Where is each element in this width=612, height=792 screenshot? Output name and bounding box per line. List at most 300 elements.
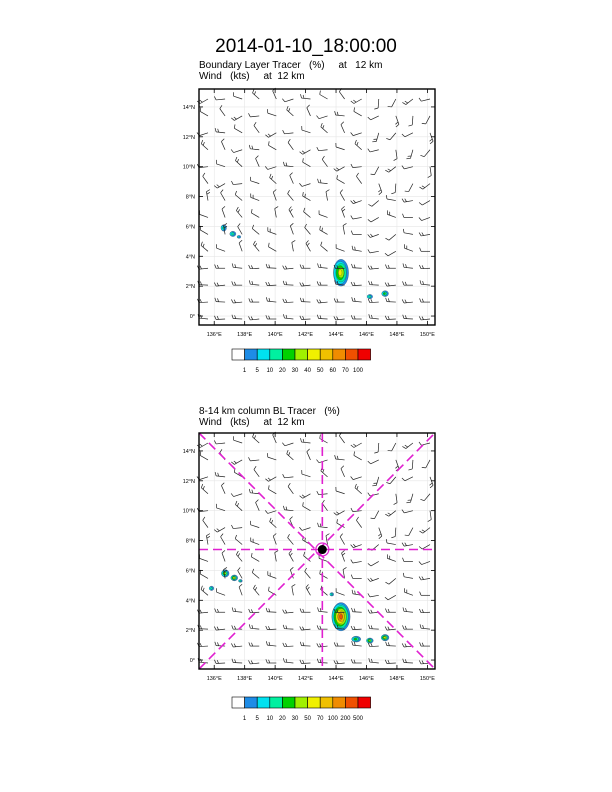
wind-barb [334,167,345,172]
wind-barb-feather [266,641,267,645]
wind-barb-feather [300,316,302,320]
wind-barb-feather [357,486,358,489]
wind-barb-feather [385,660,387,664]
wind-barb-feather [403,573,404,577]
wind-barb-shaft [376,133,378,142]
wind-barb-feather [371,315,372,318]
wind-barb [206,534,209,545]
wind-barb-feather [253,433,254,437]
tracer-contour-level [237,236,239,238]
wind-barb-feather [405,199,407,202]
wind-barb-feather [422,299,423,302]
wind-barb-feather [405,191,409,192]
wind-barb-feather [232,625,233,629]
wind-barb-feather [214,316,216,320]
wind-barb-shaft [233,184,242,185]
wind-barb-shaft [288,142,293,149]
wind-barb-shaft [217,508,226,511]
axes [183,89,436,338]
wind-barb [320,570,328,578]
wind-barb-feather [351,575,352,579]
wind-barb-feather [402,478,405,481]
wind-barb-feather [201,315,202,318]
wind-barb-shaft [251,181,260,184]
wind-barb-shaft [422,561,430,564]
wind-barb-shaft [236,211,242,218]
wind-barb [289,551,294,562]
wind-barb [403,281,413,285]
x-tick-label: 140°E [267,676,283,682]
wind-barb [214,184,225,189]
wind-barb-feather [337,317,339,320]
wind-barb-feather [300,627,302,631]
wind-barb [290,223,293,234]
wind-barb-feather [217,529,220,531]
wind-barb-feather [251,661,253,664]
wind-barb-feather [351,282,353,286]
colorbar-box [232,349,245,360]
wind-barb-feather [289,108,290,111]
wind-barb-feather [248,316,250,320]
wind-barb-feather [215,264,216,268]
wind-barb-shaft [234,494,243,497]
wind-barb [250,521,259,528]
wind-barb [300,264,310,268]
wind-barb-feather [317,147,319,151]
wind-barb-shaft [250,628,259,629]
wind-barb-feather [386,642,387,646]
wind-barb-feather [285,610,287,613]
wind-barb-shaft [422,217,430,220]
wind-barb-feather [403,558,404,562]
wind-barb-shaft [412,460,413,469]
wind-barb-feather [302,283,304,286]
wind-barb-shaft [201,488,208,494]
wind-barb [221,534,226,545]
x-tick-label: 136°E [206,332,222,338]
y-tick-label: 14°N [182,104,195,111]
wind-barb-feather [394,503,398,505]
wind-barb [273,189,276,200]
tracer-contour-level [233,577,235,579]
wind-barb-feather [388,513,391,515]
wind-barb-feather [300,608,301,612]
wind-barb [214,440,225,444]
wind-barb-shaft [353,561,362,563]
wind-barb-shaft [235,161,242,167]
colorbar-label: 50 [316,368,324,374]
wind-barb-feather [231,462,234,465]
wind-barb-shaft [251,197,259,200]
wind-barb [386,298,396,302]
wind-barb [283,281,293,285]
wind-barb-feather [303,265,304,268]
wind-barb [419,98,430,101]
wind-barb-shaft [217,164,226,167]
wind-barb [372,133,378,142]
wind-barb-feather [369,625,370,629]
wind-barb [352,246,362,251]
wind-barb [368,643,379,647]
wind-barb [404,244,413,251]
wind-barb-feather [320,282,321,285]
wind-barb-shaft [233,267,242,268]
wind-barb-shaft [222,209,225,217]
wind-barb-feather [419,577,421,580]
wind-barb-shaft [371,217,379,222]
wind-barb-feather [355,247,356,250]
wind-barb-feather [419,316,421,320]
wind-barb-feather [430,139,433,141]
wind-barb-shaft [236,555,242,562]
x-tick-label: 142°E [298,332,314,338]
wind-barb-shaft [320,439,328,444]
wind-barb-feather [378,534,381,536]
wind-barb [343,223,346,234]
wind-barb-shaft [370,268,379,269]
wind-barb-feather [386,482,390,483]
y-tick-label: 6°N [185,224,195,231]
x-tick-label: 146°E [358,676,375,682]
wind-barb [214,528,225,533]
wind-barb-feather [385,514,388,516]
wind-barb-shaft [421,578,430,580]
wind-barb-shaft [404,577,413,579]
wind-barb-shaft [354,455,362,460]
wind-barb-feather [318,179,319,183]
wind-barb-feather [249,489,250,493]
wind-barb-feather [419,98,421,101]
wind-barb-feather [337,661,339,664]
wind-barb [351,99,362,104]
wind-barb-feather [307,449,310,452]
wind-barb [235,501,242,511]
wind-barb-feather [322,500,324,503]
wind-barbs [197,88,433,320]
wind-barb-shaft [201,590,208,596]
wind-barb-feather [269,243,270,247]
wind-barb-feather [200,444,203,446]
wind-barb [385,578,395,584]
wind-barb-feather [253,241,255,244]
wind-barb-feather [405,101,408,103]
wind-barb-feather [252,625,253,628]
wind-barb [403,229,413,234]
wind-barb-feather [419,187,422,189]
wind-barb-feather [307,587,309,590]
wind-barb [369,281,379,285]
wind-barb-shaft [302,442,311,443]
wind-barb-feather [385,608,386,612]
wind-barb-feather [355,484,356,488]
wind-barb-feather [306,584,309,587]
wind-barb-feather [290,553,292,556]
wind-barb-shaft [321,246,328,252]
wind-barb-shaft [404,201,413,203]
wind-barb [336,487,345,494]
wind-barb [300,150,311,155]
wind-barb-feather [342,553,345,555]
wind-barb [283,130,294,134]
wind-barb-shaft [273,435,277,443]
wind-barb-shaft [284,318,293,319]
wind-barb [317,299,328,303]
wind-barb-feather [369,314,370,318]
wind-barb-feather [388,660,389,663]
wind-barb-feather [316,116,319,119]
wind-barb-shaft [256,158,260,166]
wind-barb-shaft [322,159,327,166]
wind-barb-feather [371,518,375,519]
wind-barb-shaft [404,248,412,251]
wind-barb-shaft [302,184,311,187]
wind-barb-feather [203,244,204,247]
wind-barb-shaft [221,142,225,150]
wind-barb-feather [388,283,390,286]
wind-barb [251,209,259,217]
wind-barb-shaft [307,108,311,116]
wind-barb-feather [200,107,201,111]
wind-barb-shaft [234,128,242,133]
wind-barb-feather [215,642,216,646]
wind-barb [402,199,413,202]
wind-barb-shaft [319,558,327,561]
wind-barb-shaft [370,662,379,663]
wind-barb-feather [222,206,225,209]
wind-barb [385,283,396,287]
wind-barb-feather [207,192,210,194]
wind-barb-shaft [217,248,225,251]
wind-barb [214,627,225,631]
wind-barb-feather [428,176,432,178]
wind-barb [318,263,328,268]
wind-barb [368,201,378,207]
wind-barb-feather [422,186,425,188]
wind-barb-feather [351,133,354,136]
wind-barb-feather [251,299,252,302]
wind-barb [394,150,398,161]
wind-barb [307,449,311,460]
wind-barb-feather [234,626,235,629]
wind-barb-shaft [216,476,225,477]
wind-barb-shaft [336,147,345,150]
wind-barb-shaft [320,230,328,235]
wind-barb-feather [304,552,305,556]
wind-barb-feather [337,175,338,179]
wind-barb-feather [251,317,253,320]
wind-barb-shaft [216,443,225,444]
wind-barb-shaft [355,488,362,494]
wind-barb-shaft [288,538,294,545]
wind-barb-shaft [200,455,208,460]
wind-barb-feather [288,534,290,537]
wind-barb-shaft [284,268,293,269]
wind-barb [283,474,294,478]
wind-barb [422,116,430,124]
wind-barb [234,124,242,132]
wind-barb-feather [385,316,387,320]
wind-barb-feather [357,142,358,145]
wind-barb-feather [386,195,387,199]
wind-barb [385,316,396,320]
wind-barb-shaft [410,150,412,159]
wind-barb-shaft [421,319,430,320]
wind-barb-shaft [430,511,431,520]
wind-barb [231,643,242,647]
wind-barb [200,107,208,115]
wind-barb-feather [385,253,388,256]
wind-barb [248,316,259,320]
wind-barb [385,595,396,600]
wind-barb-feather [385,283,387,287]
wind-barb [419,561,430,564]
wind-barb [386,195,396,200]
wind-barb [405,528,413,536]
wind-barb [283,506,293,511]
wind-barb [232,281,242,285]
wind-barb-shaft [238,227,243,235]
wind-barb [355,484,362,494]
x-tick-label: 144°E [328,676,344,682]
wind-barb [233,92,242,99]
wind-barb-shaft [389,511,396,517]
wind-barb-feather [303,192,304,196]
x-tick-label: 140°E [267,332,283,338]
wind-barb [420,248,430,252]
colorbar-label: 10 [266,716,274,722]
wind-barb-feather [419,531,422,533]
wind-barb [320,435,328,443]
x-tick-label: 142°E [298,676,314,682]
wind-barb-shaft [319,302,328,303]
wind-barb-feather [254,122,256,125]
wind-barb [342,206,346,217]
wind-barb-shaft [375,511,379,519]
wind-barb-feather [335,455,336,459]
wind-barb-shaft [206,536,208,545]
wind-barb-feather [231,118,234,121]
wind-barb [420,642,430,646]
wind-barb-shaft [355,144,362,150]
wind-barb-shaft [199,612,208,613]
wind-barb-feather [420,248,421,252]
wind-barb-feather [255,587,257,590]
wind-barb [253,89,260,99]
wind-barb-feather [388,169,391,171]
wind-barb-feather [249,298,250,302]
wind-barb-feather [302,151,305,153]
wind-barb [203,173,208,184]
wind-barb-feather [282,99,285,102]
wind-barb-feather [290,209,292,212]
wind-barb-feather [354,642,355,645]
wind-barb-feather [419,218,422,221]
wind-barb-feather [326,190,329,192]
wind-barb [428,511,432,522]
wind-barb [214,283,225,287]
colorbar-label: 100 [352,368,364,374]
wind-barb [250,177,259,184]
wind-barb-feather [283,162,284,166]
wind-barb-shaft [233,302,242,303]
wind-barb [253,585,259,595]
wind-barb-feather [403,281,404,285]
wind-barb-shaft [341,125,345,133]
colorbar-box [320,697,333,708]
wind-barb [287,450,294,460]
wind-barb [337,175,345,183]
wind-barb-shaft [409,184,413,192]
wind-barb-feather [231,493,234,496]
wind-barb [199,210,208,217]
wind-barb-feather [354,298,355,301]
wind-barb-feather [334,513,337,516]
wind-barb-feather [286,281,287,284]
wind-barb-feather [343,223,346,225]
wind-barb-shaft [292,242,294,251]
wind-barb [231,460,242,465]
wind-barb-feather [200,625,201,628]
wind-barb [222,206,225,217]
wind-barb [403,659,413,663]
wind-barb-shaft [370,318,379,319]
wind-barb-shaft [290,175,294,183]
wind-barb-feather [218,642,219,645]
wind-barb-feather [217,185,220,187]
wind-barb-feather [369,281,370,285]
wind-barb-feather [249,642,250,646]
wind-barb-shaft [319,150,328,151]
wind-barb [419,233,430,236]
wind-barb-feather [270,174,271,178]
wind-barb-shaft [250,284,259,285]
wind-barb [248,660,259,664]
tracer-contour-level [340,614,343,618]
wind-barb-feather [371,281,372,284]
wind-barb-shaft [234,150,243,153]
wind-barb-feather [238,209,240,212]
panel-column-bl-tracer [183,406,436,722]
wind-barb-shaft [222,553,225,561]
wind-barb-feather [288,190,290,193]
wind-barb-feather [368,149,370,152]
wind-barb [216,504,225,511]
wind-barb-feather [300,660,302,664]
wind-barb-shaft [339,436,344,443]
wind-barb-feather [342,550,345,553]
wind-barb [402,443,413,449]
wind-barb [419,201,430,206]
wind-barb [266,297,276,302]
wind-barb [256,156,260,167]
wind-barb-feather [235,501,236,505]
colorbar-label: 5 [255,716,259,722]
wind-barb-shaft [422,545,430,550]
wind-barb-feather [353,444,356,446]
wind-barb [302,126,311,133]
wind-barb-feather [307,243,309,246]
wind-barb-feather [340,534,343,537]
wind-barb-feather [388,642,389,645]
wind-barb-feather [231,643,233,647]
wind-barb-feather [269,587,270,591]
colorbar-box [257,349,270,360]
wind-barb-feather [388,627,390,630]
wind-barb-feather [283,130,285,134]
tracer-contour-level [232,233,235,235]
wind-barb-feather [351,608,352,612]
wind-barb-feather [320,608,321,611]
